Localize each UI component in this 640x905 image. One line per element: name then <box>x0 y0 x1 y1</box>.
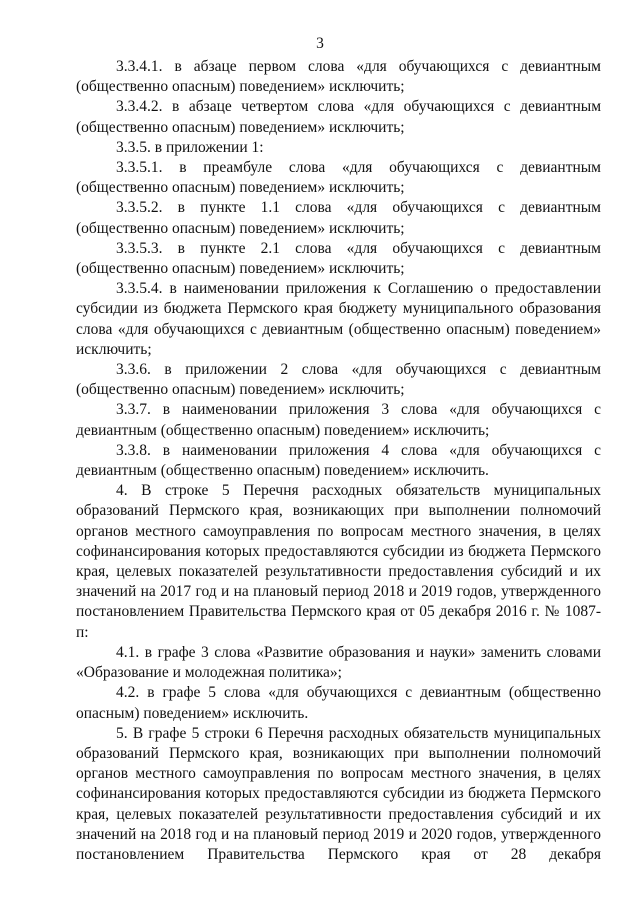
paragraph-5: 5. В графе 5 строки 6 Перечня расходных обязательств муниципальных образований Пермского края, возникающих при выполнении полномочий органов местного самоуправления по вопросам местного значения, в целях софинансирования которых предоставляются субсидии из бюджета Пермского края, целевых показателей результативности предоставления субсидий и их значений на 2018 год и на плановый период 2019 и 2020 годов, утвержденного постановлением Правительства Пермского края от 28 декабря <box>76 724 601 863</box>
paragraph-3-3-5-2: 3.3.5.2. в пункте 1.1 слова «для обучающихся с девиантным (общественно опасным) поведением» исключить; <box>76 199 601 237</box>
paragraph-3-3-5: 3.3.5. в приложении 1: <box>116 138 264 156</box>
paragraph-4: 4. В строке 5 Перечня расходных обязательств муниципальных образований Пермского края, возникающих при выполнении полномочий органов местного самоуправления по вопросам местного значения, в целях софинансирования которых предоставляются субсидии из бюджета Пермского края, целевых показателей результативности предоставления субсидий и их значений на 2017 год и на плановый период 2018 и 2019 годов, утвержденного постановлением Правительства Пермского края от 05 декабря 2016 г. № 1087-п: <box>76 482 601 641</box>
paragraph-3-3-5-3: 3.3.5.3. в пункте 2.1 слова «для обучающихся с девиантным (общественно опасным) поведением» исключить; <box>76 239 601 278</box>
paragraph-3-3-5-4: 3.3.5.4. в наименовании приложения к Соглашению о предоставлении субсидии из бюджета Пермского края бюджету муниципального образования слова «для обучающихся с девиантным (общественно опасным) поведением» исключить; <box>76 280 601 358</box>
paragraph-3-3-6: 3.3.6. в приложении 2 слова «для обучающихся с девиантным (общественно опасным) поведением» исключить; <box>76 361 601 399</box>
paragraph-3-3-7: 3.3.7. в наименовании приложения 3 слова «для обучающихся с девиантным (общественно опасным) поведением» исключить; <box>76 401 601 439</box>
paragraph-3-3-4-1: 3.3.4.1. в абзаце первом слова «для обучающихся с девиантным (общественно опасным) поведением» исключить; <box>76 58 601 96</box>
document-body <box>76 57 601 865</box>
paragraph-4-2: 4.2. в графе 5 слова «для обучающихся с девиантным (общественно опасным) поведением» исключить. <box>76 684 601 722</box>
paragraph-3-3-4-2: 3.3.4.2. в абзаце четвертом слова «для обучающихся с девиантным (общественно опасным) поведением» исключить; <box>76 98 601 136</box>
paragraph-4-1: 4.1. в графе 3 слова «Развитие образования и науки» заменить словами «Образование и молодежная политика»; <box>76 643 601 682</box>
paragraph-3-3-8: 3.3.8. в наименовании приложения 4 слова «для обучающихся с девиантным (общественно опасным) поведением» исключить. <box>76 441 601 480</box>
page-number: 3 <box>316 35 324 52</box>
paragraph-3-3-5-1: 3.3.5.1. в преамбуле слова «для обучающихся с девиантным (общественно опасным) поведением» исключить; <box>76 159 601 197</box>
